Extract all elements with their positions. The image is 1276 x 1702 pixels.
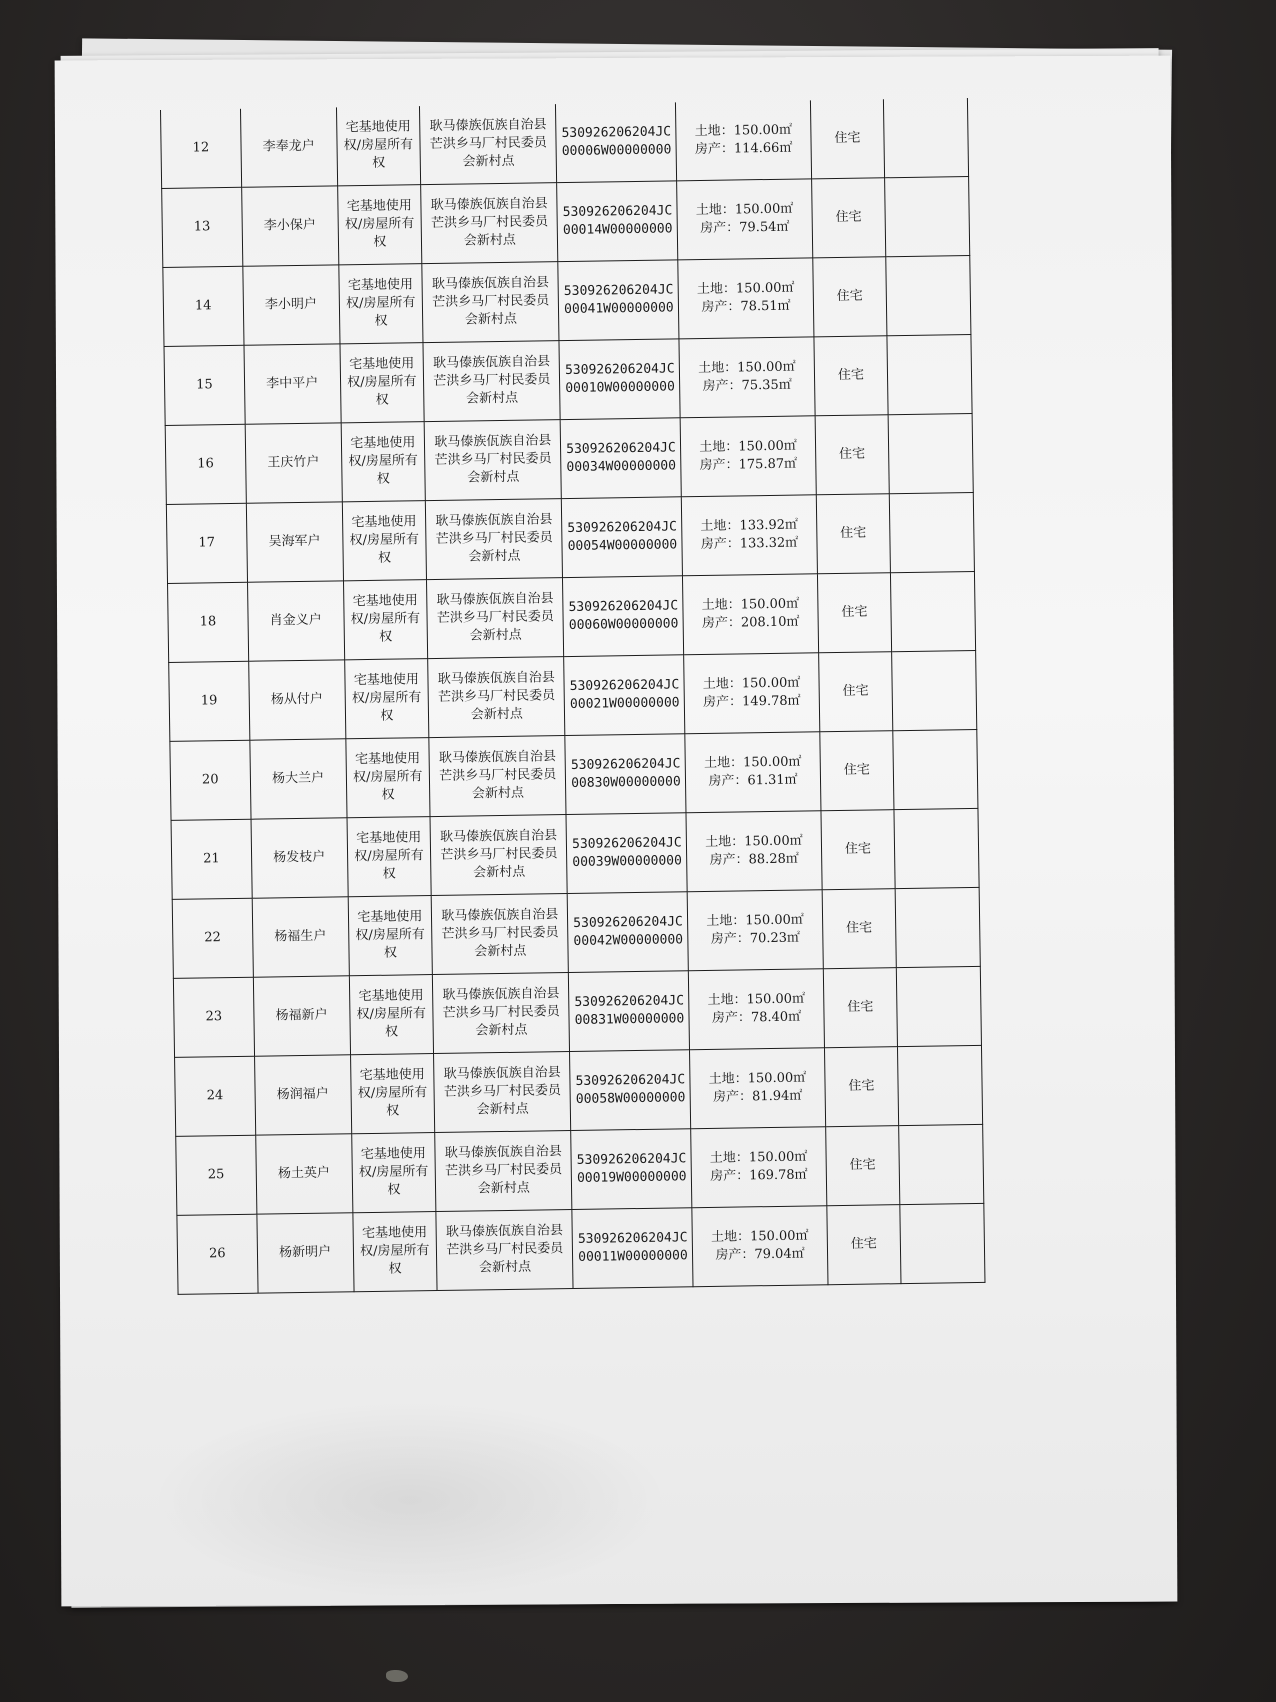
right-type-cell: 宅基地使用权/房屋所有权	[351, 1133, 436, 1213]
usage-cell: 住宅	[823, 968, 898, 1048]
parcel-code-cell: 530926206204JC00042W00000000	[568, 892, 689, 973]
land-area: 土地：150.00㎡	[694, 122, 793, 140]
household-name-cell: 杨新明户	[257, 1213, 354, 1293]
desk-mark	[386, 1670, 408, 1682]
row-number-cell: 18	[168, 582, 249, 662]
parcel-code-cell: 530926206204JC00019W00000000	[571, 1129, 692, 1210]
table-row	[168, 571, 976, 662]
usage-cell: 住宅	[821, 810, 896, 890]
land-area: 土地：150.00㎡	[708, 1070, 807, 1087]
parcel-code-cell: 530926206204JC00060W00000000	[563, 576, 684, 657]
row-number-cell: 12	[160, 109, 241, 189]
land-area: 土地：150.00㎡	[702, 675, 801, 693]
house-area: 房产：133.32㎡	[700, 535, 799, 553]
location-cell: 耿马傣族佤族自治县芒洪乡马厂村民委员会新村点	[428, 657, 565, 738]
house-area: 房产：88.28㎡	[709, 851, 799, 868]
parcel-code-cell: 530926206204JC00054W00000000	[562, 497, 683, 578]
land-area: 土地：150.00㎡	[695, 201, 794, 219]
note-cell	[900, 1203, 985, 1283]
right-type-cell: 宅基地使用权/房屋所有权	[342, 501, 427, 581]
land-area: 土地：150.00㎡	[707, 991, 806, 1008]
household-name-cell: 杨福生户	[252, 897, 349, 977]
usage-cell: 住宅	[815, 415, 890, 495]
row-number-cell: 24	[175, 1056, 256, 1136]
right-type-cell: 宅基地使用权/房屋所有权	[349, 975, 434, 1055]
table-row	[175, 1045, 983, 1136]
location-cell: 耿马傣族佤族自治县芒洪乡马厂村民委员会新村点	[433, 973, 570, 1054]
table-row	[173, 966, 981, 1057]
household-name-cell: 杨润福户	[254, 1055, 351, 1135]
usage-cell: 住宅	[810, 99, 885, 179]
house-area: 房产：149.78㎡	[703, 693, 801, 711]
household-name-cell: 李中平户	[244, 344, 341, 424]
row-number-cell: 22	[172, 898, 253, 978]
area-cell	[691, 1127, 826, 1208]
table-row	[164, 334, 972, 425]
row-number-cell: 15	[164, 345, 245, 425]
row-number-cell: 19	[169, 661, 250, 741]
household-name-cell: 杨土英户	[255, 1134, 352, 1214]
note-cell	[895, 887, 980, 967]
table-row	[165, 413, 973, 504]
parcel-code-cell: 530926206204JC00006W00000000	[556, 102, 677, 182]
location-cell: 耿马傣族佤族自治县芒洪乡马厂村民委员会新村点	[424, 420, 561, 501]
note-cell	[888, 413, 973, 493]
note-cell	[884, 98, 969, 178]
note-cell	[891, 571, 976, 651]
household-name-cell: 杨福新户	[253, 976, 350, 1056]
row-number-cell: 17	[166, 503, 247, 583]
house-area: 房产：70.23㎡	[710, 930, 801, 947]
area-cell	[682, 495, 817, 576]
row-number-cell: 16	[165, 424, 246, 504]
land-area: 土地：150.00㎡	[698, 359, 796, 377]
area-cell	[684, 653, 819, 734]
land-area: 土地：150.00㎡	[703, 754, 802, 772]
note-cell	[885, 177, 970, 257]
location-cell: 耿马傣族佤族自治县芒洪乡马厂村民委员会新村点	[421, 183, 558, 264]
right-type-cell: 宅基地使用权/房屋所有权	[344, 659, 429, 739]
parcel-code-cell: 530926206204JC00831W00000000	[569, 971, 690, 1052]
row-number-cell: 25	[176, 1135, 257, 1215]
right-type-cell: 宅基地使用权/房屋所有权	[338, 264, 423, 344]
table-body	[160, 98, 984, 1294]
house-area: 房产：79.04㎡	[715, 1246, 805, 1263]
table-row	[162, 177, 970, 268]
table-row	[166, 492, 974, 583]
right-type-cell: 宅基地使用权/房屋所有权	[347, 817, 432, 897]
parcel-code-cell: 530926206204JC00014W00000000	[557, 181, 678, 262]
house-area: 房产：208.10㎡	[701, 614, 800, 632]
note-cell	[893, 729, 978, 809]
row-number-cell: 21	[171, 819, 252, 899]
location-cell: 耿马傣族佤族自治县芒洪乡马厂村民委员会新村点	[431, 894, 568, 975]
house-area: 房产：114.66㎡	[694, 140, 793, 158]
row-number-cell: 20	[170, 740, 251, 820]
usage-cell: 住宅	[814, 336, 889, 416]
location-cell: 耿马傣族佤族自治县芒洪乡马厂村民委员会新村点	[434, 1052, 571, 1133]
table-row	[170, 729, 978, 820]
area-cell	[677, 179, 812, 260]
household-name-cell: 吴海军户	[246, 502, 343, 582]
usage-cell: 住宅	[812, 257, 887, 337]
house-area: 房产：78.51㎡	[701, 298, 791, 315]
usage-cell: 住宅	[825, 1126, 900, 1206]
area-cell	[683, 574, 818, 655]
right-type-cell: 宅基地使用权/房屋所有权	[337, 185, 422, 265]
location-cell: 耿马傣族佤族自治县芒洪乡马厂村民委员会新村点	[429, 736, 566, 817]
note-cell	[897, 966, 982, 1046]
row-number-cell: 13	[162, 187, 243, 267]
parcel-code-cell: 530926206204JC00011W00000000	[572, 1208, 693, 1289]
house-area: 房产：169.78㎡	[710, 1167, 808, 1184]
household-name-cell: 肖金义户	[247, 581, 344, 661]
land-area: 土地：133.92㎡	[700, 517, 799, 535]
house-area: 房产：175.87㎡	[699, 456, 798, 474]
parcel-code-cell: 530926206204JC00058W00000000	[570, 1050, 691, 1131]
area-cell	[689, 969, 824, 1050]
note-cell	[894, 808, 979, 888]
location-cell: 耿马傣族佤族自治县芒洪乡马厂村民委员会新村点	[422, 262, 559, 343]
table-row	[163, 256, 971, 347]
note-cell	[898, 1045, 983, 1125]
parcel-code-cell: 530926206204JC00010W00000000	[559, 339, 680, 420]
right-type-cell: 宅基地使用权/房屋所有权	[350, 1054, 435, 1134]
row-number-cell: 26	[177, 1214, 258, 1294]
usage-cell: 住宅	[822, 889, 897, 969]
right-type-cell: 宅基地使用权/房屋所有权	[336, 106, 421, 186]
row-number-cell: 23	[173, 977, 254, 1057]
property-register-table	[160, 98, 985, 1295]
area-cell	[676, 100, 811, 180]
household-name-cell: 李奉龙户	[240, 107, 337, 187]
household-name-cell: 王庆竹户	[245, 423, 342, 503]
area-cell	[681, 416, 816, 497]
parcel-code-cell: 530926206204JC00021W00000000	[564, 655, 685, 736]
note-cell	[886, 256, 971, 336]
usage-cell: 住宅	[816, 494, 891, 574]
note-cell	[889, 492, 974, 572]
usage-cell: 住宅	[811, 178, 886, 258]
area-cell	[686, 811, 821, 892]
location-cell: 耿马傣族佤族自治县芒洪乡马厂村民委员会新村点	[426, 499, 563, 580]
area-cell	[690, 1048, 825, 1129]
usage-cell: 住宅	[818, 652, 893, 732]
table-row	[172, 887, 980, 978]
land-area: 土地：150.00㎡	[706, 912, 804, 929]
land-area: 土地：150.00㎡	[709, 1149, 808, 1166]
table-row	[160, 98, 968, 188]
land-area: 土地：150.00㎡	[701, 596, 800, 614]
location-cell: 耿马傣族佤族自治县芒洪乡马厂村民委员会新村点	[420, 104, 557, 185]
right-type-cell: 宅基地使用权/房屋所有权	[348, 896, 433, 976]
table-row	[169, 650, 977, 741]
right-type-cell: 宅基地使用权/房屋所有权	[343, 580, 428, 660]
area-cell	[692, 1206, 827, 1287]
parcel-code-cell: 530926206204JC00830W00000000	[565, 734, 686, 815]
parcel-code-cell: 530926206204JC00041W00000000	[558, 260, 679, 341]
household-name-cell: 杨从付户	[248, 660, 345, 740]
location-cell: 耿马傣族佤族自治县芒洪乡马厂村民委员会新村点	[435, 1131, 572, 1212]
area-cell	[685, 732, 820, 813]
area-cell	[679, 337, 814, 418]
house-area: 房产：61.31㎡	[708, 772, 798, 789]
land-area: 土地：150.00㎡	[705, 833, 803, 850]
house-area: 房产：79.54㎡	[700, 219, 790, 236]
parcel-code-cell: 530926206204JC00034W00000000	[561, 418, 682, 499]
land-area: 土地：150.00㎡	[699, 438, 797, 456]
table-row	[177, 1203, 985, 1294]
note-cell	[899, 1124, 984, 1204]
location-cell: 耿马傣族佤族自治县芒洪乡马厂村民委员会新村点	[436, 1210, 573, 1291]
household-name-cell: 李小保户	[241, 186, 338, 266]
row-number-cell: 14	[163, 266, 244, 346]
area-cell	[688, 890, 823, 971]
note-cell	[892, 650, 977, 730]
land-area: 土地：150.00㎡	[696, 280, 795, 298]
location-cell: 耿马傣族佤族自治县芒洪乡马厂村民委员会新村点	[430, 815, 567, 896]
right-type-cell: 宅基地使用权/房屋所有权	[352, 1212, 437, 1292]
house-area: 房产：81.94㎡	[713, 1088, 803, 1105]
table-row	[176, 1124, 984, 1215]
note-cell	[887, 334, 972, 414]
household-name-cell: 杨发枝户	[251, 818, 348, 898]
household-name-cell: 杨大兰户	[250, 739, 347, 819]
area-cell	[678, 258, 813, 339]
usage-cell: 住宅	[819, 731, 894, 811]
parcel-code-cell: 530926206204JC00039W00000000	[566, 813, 687, 894]
right-type-cell: 宅基地使用权/房屋所有权	[345, 738, 430, 818]
right-type-cell: 宅基地使用权/房屋所有权	[340, 343, 425, 423]
table-row	[171, 808, 979, 899]
household-name-cell: 李小明户	[243, 265, 340, 345]
usage-cell: 住宅	[824, 1047, 899, 1127]
location-cell: 耿马傣族佤族自治县芒洪乡马厂村民委员会新村点	[427, 578, 564, 659]
house-area: 房产：78.40㎡	[711, 1009, 802, 1026]
land-area: 土地：150.00㎡	[710, 1228, 809, 1245]
location-cell: 耿马傣族佤族自治县芒洪乡马厂村民委员会新村点	[423, 341, 560, 422]
house-area: 房产：75.35㎡	[702, 377, 792, 394]
usage-cell: 住宅	[817, 573, 892, 653]
right-type-cell: 宅基地使用权/房屋所有权	[341, 422, 426, 502]
usage-cell: 住宅	[826, 1205, 901, 1285]
